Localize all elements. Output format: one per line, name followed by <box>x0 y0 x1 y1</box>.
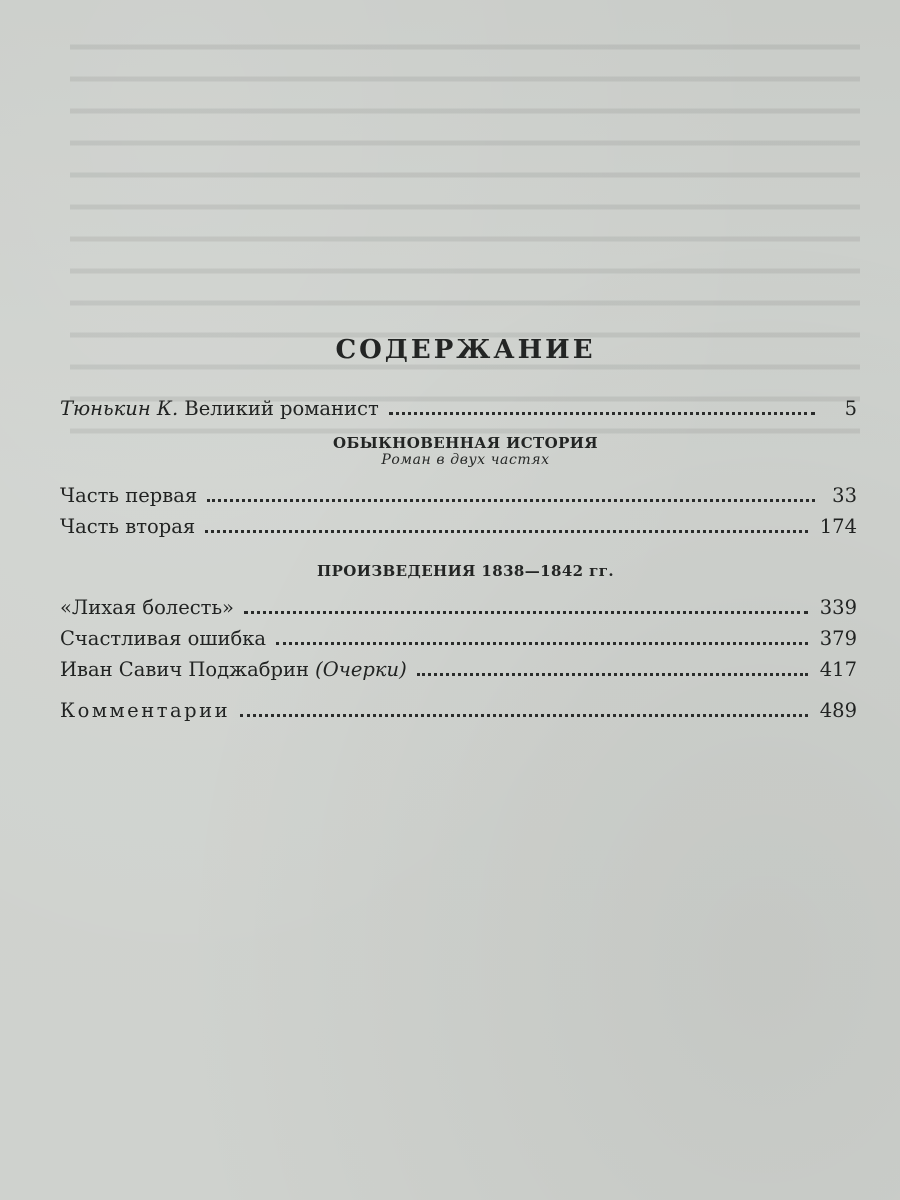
toc-page-number: 5 <box>844 397 857 420</box>
dot-leader <box>205 530 808 533</box>
dot-leader <box>276 642 808 645</box>
toc-entry-schastlivaya-oshibka <box>60 623 857 654</box>
dot-leader <box>244 611 808 614</box>
toc-entry-title: Иван Савич Поджабрин <box>60 658 309 681</box>
dot-leader <box>240 714 808 717</box>
toc-entry-part-two <box>60 511 857 542</box>
toc-entry-commentary <box>60 695 857 726</box>
toc-page-number: 174 <box>819 515 857 538</box>
toc-page-number: 339 <box>819 596 857 619</box>
toc-entry-note: (Очерки) <box>315 658 407 681</box>
toc-entry-podzhabrin <box>60 654 857 685</box>
dot-leader <box>417 673 808 676</box>
toc-entry-title: Часть первая <box>60 484 198 507</box>
page-title: СОДЕРЖАНИЕ <box>335 335 596 365</box>
dot-leader <box>389 412 815 415</box>
section-subheading-novel: Роман в двух частях <box>381 452 550 468</box>
dot-leader <box>207 499 815 502</box>
toc-entry-title: «Лихая болесть» <box>60 596 234 619</box>
section-heading-novel: ОБЫКНОВЕННАЯ ИСТОРИЯ <box>333 434 598 452</box>
table-of-contents <box>60 335 857 726</box>
toc-page-number: 489 <box>819 699 857 722</box>
toc-page-number: 33 <box>832 484 857 507</box>
toc-entry-title: Великий романист <box>184 397 379 420</box>
toc-entry-label <box>60 393 389 424</box>
toc-entry-title: Часть вторая <box>60 515 196 538</box>
toc-entry-title: Комментарии <box>60 699 231 722</box>
section-heading-works: ПРОИЗВЕДЕНИЯ 1838—1842 гг. <box>317 562 614 580</box>
toc-page-number: 379 <box>819 627 857 650</box>
toc-entry-part-one <box>60 480 857 511</box>
toc-entry-author: Тюнькин К. <box>60 397 179 420</box>
toc-entry-likhaya-bolest <box>60 592 857 623</box>
toc-page-number: 417 <box>819 658 857 681</box>
toc-entry-intro <box>60 393 857 424</box>
toc-entry-label <box>60 654 417 685</box>
toc-entry-title: Счастливая ошибка <box>60 627 267 650</box>
